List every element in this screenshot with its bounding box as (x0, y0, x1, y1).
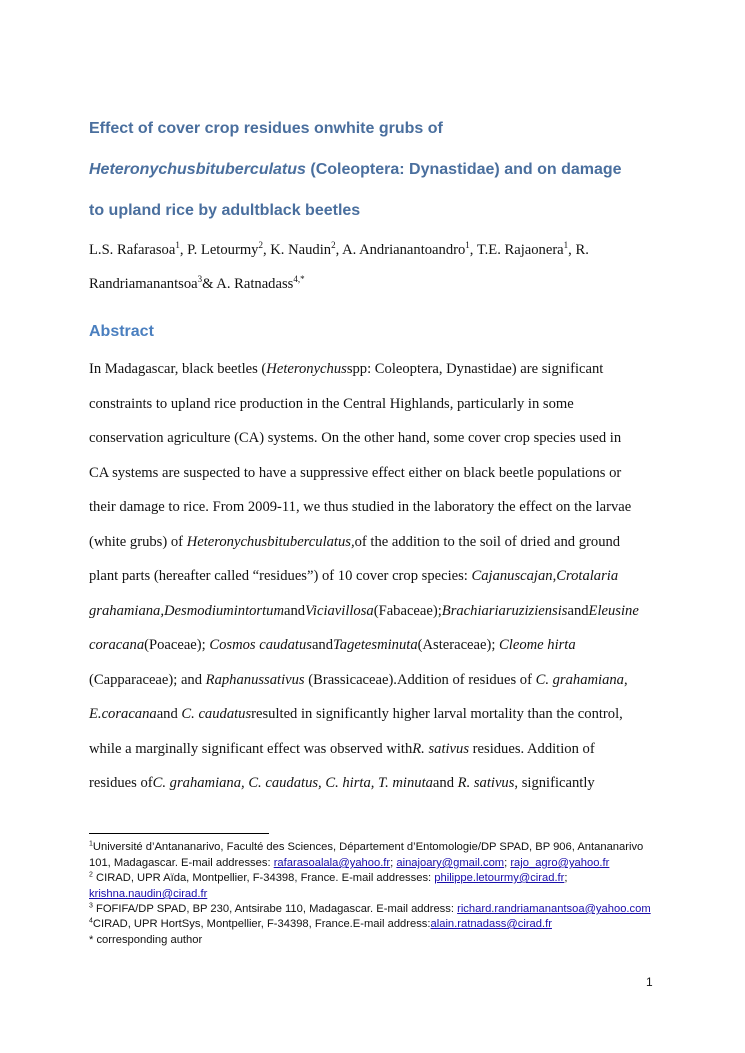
footnote-divider (89, 833, 269, 834)
authors-line-2: Randriamanantsoa$^3$& A. Ratnadass$^{4,*}$ (89, 274, 305, 292)
abstract-line: conservation agriculture (CA) systems. On the other hand, some cover crop species used in (89, 430, 622, 446)
abstract-line: E.coracanaand C. caudatusresulted in significantly higher larval mortality than the control, (89, 706, 623, 722)
abstract-line: (white grubs) of Heteronychusbituberculatus,of the addition to the soil of dried and ground (89, 534, 621, 550)
abstract-line: constraints to upland rice production in the Central Highlands, particularly in some (89, 396, 574, 412)
title-line-2: Heteronychusbituberculatus (Coleoptera: Dynastidae) and on damage (89, 161, 622, 178)
abstract-line: grahamiana,DesmodiumintortumandViciavillosa(Fabaceae);BrachiariaruziziensisandEleusine (89, 603, 639, 619)
email-link[interactable]: ainajoary@gmail.com (396, 857, 505, 869)
abstract-line: coracana(Poaceae); Cosmos caudatusandTagetesminuta(Asteraceae); Cleome hirta (89, 637, 576, 653)
abstract-line: their damage to rice. From 2009-11, we thus studied in the laboratory the effect on the larvae (89, 499, 632, 515)
footnote-1-cont: 101, Madagascar. E-mail addresses: rafarasoalala@yahoo.fr; ainajoary@gmail.com; rajo_agro@yahoo.fr (89, 857, 610, 869)
page-number: 1 (646, 975, 653, 989)
footnote-corresponding: * corresponding author (89, 934, 203, 946)
email-link[interactable]: krishna.naudin@cirad.fr (89, 888, 208, 900)
footnote-2-cont (89, 888, 207, 900)
email-link[interactable]: rajo_agro@yahoo.fr (510, 857, 610, 869)
authors-line-1: L.S. Rafarasoa$^1$, P. Letourmy$^2$, K. Naudin$^2$, A. Andrianantoandro$^1$, T.E. Rajaonera$^1$, R. (89, 240, 589, 258)
abstract-line: plant parts (hereafter called “residues”) of 10 cover crop species: Cajanuscajan,Crotalaria (89, 568, 619, 584)
footnote-2: $^2$ CIRAD, UPR Aïda, Montpellier, F-34398, France. E-mail addresses: philippe.letourmy@cirad.fr; (89, 871, 568, 884)
email-link[interactable]: philippe.letourmy@cirad.fr (434, 872, 565, 884)
footnote-4: $^4$CIRAD, UPR HortSys, Montpellier, F-34398, France.E-mail address:alain.ratnadass@cirad.fr (89, 917, 552, 930)
abstract-line: In Madagascar, black beetles (Heteronychusspp: Coleoptera, Dynastidae) are significant (89, 361, 604, 377)
title-line-3: to upland rice by adultblack beetles (89, 202, 361, 219)
abstract-line: (Capparaceae); and Raphanussativus (Brassicaceae).Addition of residues of C. grahamiana, (89, 672, 628, 688)
abstract-line: while a marginally significant effect was observed withR. sativus residues. Addition of (89, 741, 595, 757)
email-link[interactable]: richard.randriamanantsoa@yahoo.com (457, 903, 651, 915)
footnote-1: $^1$Université d’Antananarivo, Faculté des Sciences, Département d’Entomologie/DP SPAD, BP 906, Antananarivo (89, 840, 644, 853)
abstract-heading: Abstract (89, 323, 154, 340)
email-link[interactable]: alain.ratnadass@cirad.fr (430, 918, 552, 930)
abstract-line: CA systems are suspected to have a suppressive effect either on black beetle populations or (89, 465, 622, 481)
footnote-3: $^3$ FOFIFA/DP SPAD, BP 230, Antsirabe 110, Madagascar. E-mail address: richard.randriamanantsoa@yahoo.com (89, 902, 651, 915)
abstract-line: residues ofC. grahamiana, C. caudatus, C. hirta, T. minutaand R. sativus, significantly (89, 775, 595, 791)
title-line-1: Effect of cover crop residues onwhite grubs of (89, 120, 443, 137)
email-link[interactable]: rafarasoalala@yahoo.fr (273, 857, 391, 869)
